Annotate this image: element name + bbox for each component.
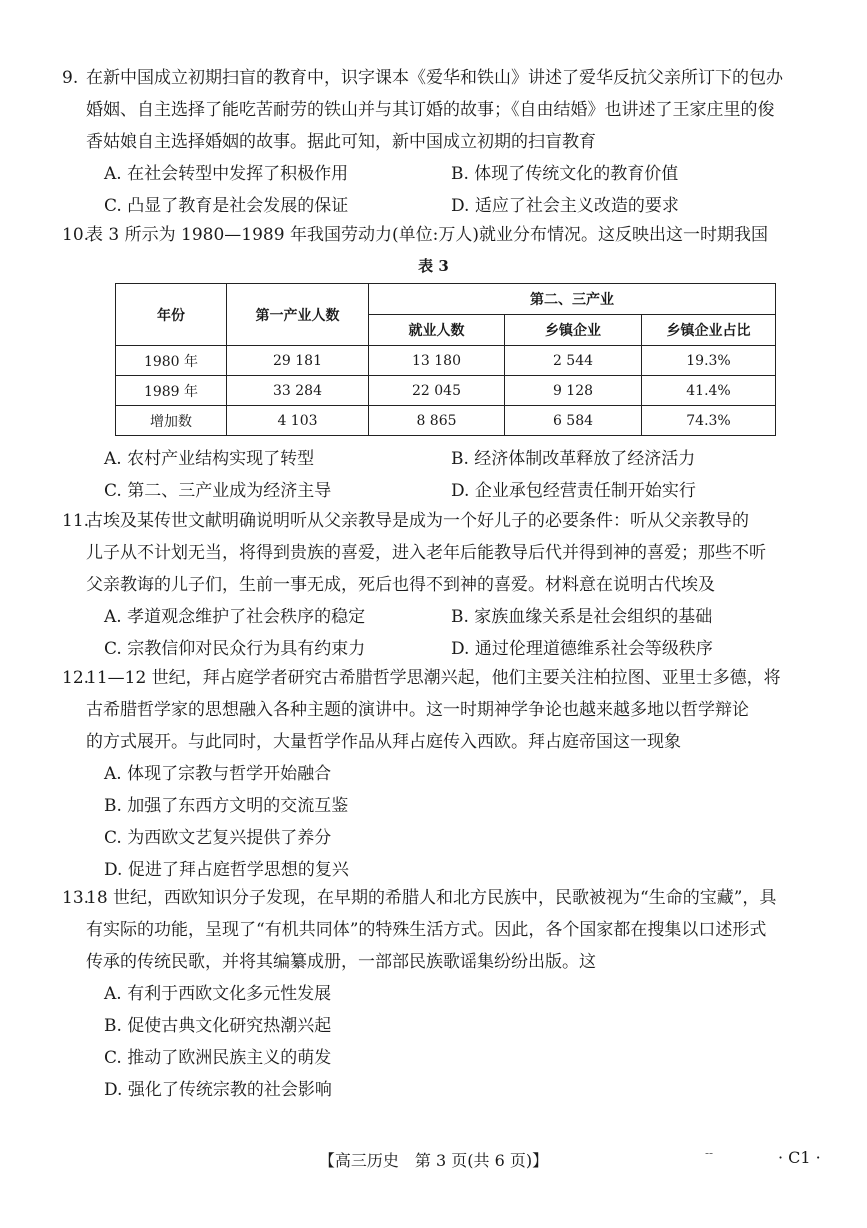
option-c: C. 凸显了教育是社会发展的保证 bbox=[104, 196, 349, 216]
table-cell: 2 544 bbox=[505, 346, 642, 376]
option-a: A. 体现了宗教与哲学开始融合 bbox=[104, 764, 332, 784]
question-stem-line: 11—12 世纪，拜占庭学者研究古希腊哲学思潮兴起，他们主要关注柏拉图、亚里士多德，将 bbox=[86, 668, 781, 688]
question-stem-line: 古希腊哲学家的思想融入各种主题的演讲中。这一时期神学争论也越来越多地以哲学辩论 bbox=[86, 700, 749, 720]
question-stem-line: 有实际的功能，呈现了“有机共同体”的特殊生活方式。因此，各个国家都在搜集以口述形式 bbox=[86, 920, 767, 940]
option-b: B. 经济体制改革释放了经济活力 bbox=[451, 449, 696, 469]
question-stem-line: 父亲教诲的儿子们，生前一事无成，死后也得不到神的喜爱。材料意在说明古代埃及 bbox=[86, 575, 715, 595]
table-cell: 6 584 bbox=[505, 406, 642, 436]
question-stem-line: 表 3 所示为 1980—1989 年我国劳动力(单位:万人)就业分布情况。这反映出这一时期我国 bbox=[86, 225, 768, 245]
question-number: 11. bbox=[62, 511, 90, 531]
option-row bbox=[86, 601, 806, 633]
table-cell: 1989 年 bbox=[116, 376, 227, 406]
option-d: D. 促进了拜占庭哲学思想的复兴 bbox=[104, 860, 349, 880]
employment-table bbox=[115, 283, 776, 436]
question-stem-line: 香姑娘自主选择婚姻的故事。据此可知，新中国成立初期的扫盲教育 bbox=[86, 132, 596, 152]
question-stem-line: 古埃及某传世文献明确说明听从父亲教导是成为一个好儿子的必要条件：听从父亲教导的 bbox=[86, 511, 749, 531]
option-a: A. 在社会转型中发挥了积极作用 bbox=[104, 164, 349, 184]
table-cell: 22 045 bbox=[369, 376, 505, 406]
table-header-secondary-group: 第二、三产业 bbox=[369, 284, 776, 315]
question-stem-line: 传承的传统民歌，并将其编纂成册，一部部民族歌谣集纷纷出版。这 bbox=[86, 952, 596, 972]
option-row bbox=[86, 443, 806, 475]
option-row bbox=[86, 190, 806, 222]
table-cell: 1980 年 bbox=[116, 346, 227, 376]
option-c: C. 第二、三产业成为经济主导 bbox=[104, 481, 332, 501]
question-number: 12. bbox=[62, 668, 90, 688]
table-caption: 表 3 bbox=[418, 257, 449, 275]
option-a: A. 有利于西欧文化多元性发展 bbox=[104, 984, 332, 1004]
table-cell: 8 865 bbox=[369, 406, 505, 436]
table-cell: 33 284 bbox=[227, 376, 369, 406]
option-d: D. 通过伦理道德维系社会等级秩序 bbox=[451, 639, 713, 659]
table-cell: 29 181 bbox=[227, 346, 369, 376]
table-cell: 74.3% bbox=[642, 406, 776, 436]
option-b: B. 促使古典文化研究热潮兴起 bbox=[104, 1016, 332, 1036]
question-12 bbox=[62, 662, 806, 886]
question-stem-line: 婚姻、自主选择了能吃苦耐劳的铁山并与其订婚的故事；《自由结婚》也讲述了王家庄里的俊 bbox=[86, 100, 775, 120]
option-d: D. 适应了社会主义改造的要求 bbox=[451, 196, 679, 216]
question-10 bbox=[62, 219, 806, 251]
table-cell: 4 103 bbox=[227, 406, 369, 436]
footer-mark: -- bbox=[705, 1146, 714, 1160]
option-b: B. 体现了传统文化的教育价值 bbox=[451, 164, 679, 184]
table-subheader: 乡镇企业占比 bbox=[642, 315, 776, 346]
table-header-primary: 第一产业人数 bbox=[227, 284, 369, 346]
table-cell: 增加数 bbox=[116, 406, 227, 436]
option-d: D. 强化了传统宗教的社会影响 bbox=[104, 1080, 332, 1100]
table-cell: 41.4% bbox=[642, 376, 776, 406]
table-row bbox=[116, 406, 776, 436]
table-subheader: 就业人数 bbox=[369, 315, 505, 346]
option-row bbox=[86, 158, 806, 190]
table-row bbox=[116, 376, 776, 406]
table-subheader: 乡镇企业 bbox=[505, 315, 642, 346]
option-a: A. 农村产业结构实现了转型 bbox=[104, 449, 315, 469]
question-number: 13. bbox=[62, 888, 90, 908]
question-number: 10. bbox=[62, 225, 90, 245]
question-13 bbox=[62, 882, 806, 1106]
option-row bbox=[86, 633, 806, 665]
option-b: B. 加强了东西方文明的交流互鉴 bbox=[104, 796, 349, 816]
question-stem-line: 的方式展开。与此同时，大量哲学作品从拜占庭传入西欧。拜占庭帝国这一现象 bbox=[86, 732, 681, 752]
option-b: B. 家族血缘关系是社会组织的基础 bbox=[451, 607, 713, 627]
option-row bbox=[86, 475, 806, 507]
question-11 bbox=[62, 505, 806, 665]
option-c: C. 宗教信仰对民众行为具有约束力 bbox=[104, 639, 366, 659]
question-stem-line: 儿子从不计划无当，将得到贵族的喜爱，进入老年后能教导后代并得到神的喜爱；那些不听 bbox=[86, 543, 766, 563]
option-c: C. 推动了欧洲民族主义的萌发 bbox=[104, 1048, 332, 1068]
page-footer: 【高三历史 第 3 页(共 6 页)】 bbox=[318, 1151, 549, 1170]
option-d: D. 企业承包经营责任制开始实行 bbox=[451, 481, 696, 501]
paper-code: · C1 · bbox=[778, 1148, 821, 1167]
table-row bbox=[116, 346, 776, 376]
table-cell: 13 180 bbox=[369, 346, 505, 376]
table-cell: 9 128 bbox=[505, 376, 642, 406]
question-number: 9. bbox=[62, 68, 79, 88]
table-cell: 19.3% bbox=[642, 346, 776, 376]
question-10-options bbox=[86, 443, 806, 507]
table-header-year: 年份 bbox=[116, 284, 227, 346]
question-stem-line: 在新中国成立初期扫盲的教育中，识字课本《爱华和铁山》讲述了爱华反抗父亲所订下的包办 bbox=[86, 68, 783, 88]
question-stem-line: 18 世纪，西欧知识分子发现，在早期的希腊人和北方民族中，民歌被视为“生命的宝藏”，具 bbox=[86, 888, 777, 908]
question-9 bbox=[62, 62, 806, 222]
option-c: C. 为西欧文艺复兴提供了养分 bbox=[104, 828, 332, 848]
option-a: A. 孝道观念维护了社会秩序的稳定 bbox=[104, 607, 366, 627]
